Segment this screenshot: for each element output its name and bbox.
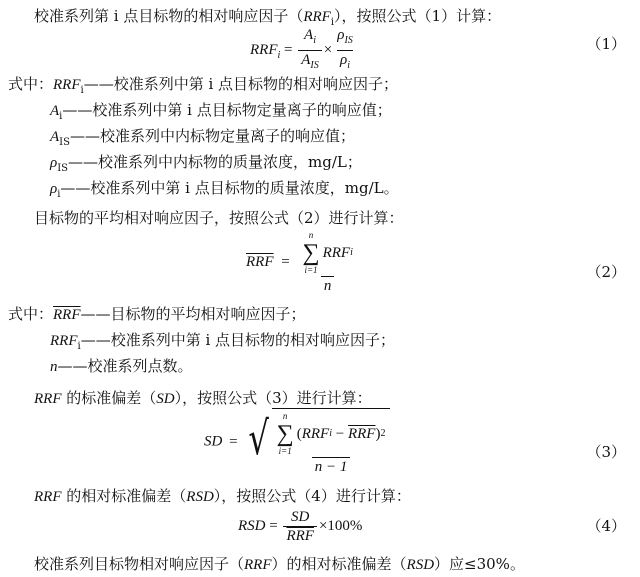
intro1-symbol-sub: i	[330, 17, 335, 28]
eq1-a-num-sub: i	[313, 35, 316, 46]
eq3-sum	[277, 411, 294, 457]
where1-sub-3: IS	[57, 163, 69, 174]
eq1-r-num-sub: IS	[344, 35, 353, 46]
eq2-sum-bottom: i=1	[304, 265, 318, 275]
where2-text-0: ——目标物的平均相对响应因子；	[80, 305, 306, 323]
final-symbol: RRF	[244, 557, 272, 573]
where2-sym-0: $\overline{RRF}$	[53, 307, 81, 323]
eq1-times: ×	[323, 41, 333, 58]
where1-text-2: ——校准系列中内标物定量离子的响应值；	[69, 127, 355, 145]
eq3-fraction	[274, 411, 389, 476]
eq2-equals: =	[281, 253, 290, 270]
intro-formula-2: 目标物的平均相对响应因子，按照公式（2）进行计算：	[34, 209, 404, 227]
final-mid: ）的相对标准偏差（	[271, 555, 407, 573]
equation-1-number: （1）	[586, 35, 626, 53]
where2-row-2	[50, 356, 193, 377]
eq1-r-num: ρ	[337, 27, 345, 43]
intro-formula-3	[34, 388, 372, 409]
where1-sub-4: i	[57, 189, 61, 200]
where2-sym-1: RRF	[50, 333, 78, 349]
eq1-lhs: RRF	[250, 41, 278, 58]
intro1-symbol: RRF	[303, 9, 331, 25]
eq1-a-den-sub: IS	[310, 60, 319, 71]
eq1-a-den: A	[301, 52, 311, 68]
equation-3	[204, 408, 390, 476]
eq1-equals: =	[284, 41, 293, 58]
eq3-power: 2	[380, 428, 386, 439]
where1-label: 式中：	[8, 75, 54, 93]
where2-sub-1: i	[77, 341, 81, 352]
eq2-den: n	[321, 276, 335, 295]
eq3-term1-sub: i	[329, 428, 333, 439]
eq4-equals: =	[269, 518, 278, 534]
equation-4	[238, 508, 362, 545]
eq4-times: ×100%	[318, 518, 363, 534]
where2-row-0	[8, 304, 306, 325]
where1-row-0	[8, 74, 398, 101]
final-post: ）应≤30%。	[434, 555, 525, 573]
intro4-symbol: RRF	[34, 489, 62, 505]
where1-row-4	[50, 178, 399, 205]
eq1-a-num: A	[304, 27, 314, 43]
where1-sym-0: RRF	[53, 77, 81, 93]
where1-row-2	[50, 126, 355, 153]
eq3-den: n − 1	[312, 457, 351, 476]
eq2-term: RRF	[322, 245, 351, 261]
eq3-sum-bottom: i=1	[278, 446, 292, 456]
eq4-lhs: RSD	[238, 518, 266, 534]
final-statement	[34, 554, 525, 575]
eq3-minus: −	[332, 426, 348, 442]
where1-text-4: ——校准系列中第 i 点目标物的质量浓度，mg/L。	[60, 179, 399, 197]
eq3-sum-top: n	[282, 411, 288, 421]
intro-formula-4	[34, 486, 411, 507]
equation-3-number: （3）	[586, 443, 626, 461]
eq4-den: RRF	[283, 526, 317, 545]
eq3-term1: RRF	[301, 426, 330, 442]
final-symbol-2: RSD	[406, 557, 435, 573]
where1-sym-2: A	[50, 129, 60, 145]
where1-row-3	[50, 152, 362, 179]
eq4-fraction	[283, 508, 317, 545]
eq4-num: SD	[291, 509, 310, 525]
intro4-post: ），按照公式（4）进行计算：	[213, 487, 411, 505]
where2-text-1: ——校准系列中第 i 点目标物的相对响应因子；	[80, 331, 396, 349]
eq2-fraction	[299, 230, 355, 295]
eq2-lhs: $\overline{RRF}$	[246, 253, 274, 270]
eq1-lhs-sub: i	[277, 49, 281, 61]
where1-text-1: ——校准系列中第 i 点目标物定量离子的响应值；	[62, 101, 392, 119]
sqrt-radical-icon: √	[248, 411, 270, 465]
where1-text-3: ——校准系列中内标物的质量浓度，mg/L；	[68, 153, 362, 171]
eq1-fraction-a	[298, 26, 322, 75]
equation-1	[250, 26, 358, 75]
where1-sub-1: i	[59, 111, 63, 122]
eq3-equals: =	[229, 433, 238, 450]
where1-sub-2: IS	[59, 137, 70, 148]
eq1-r-den: ρ	[340, 52, 348, 68]
where1-text-0: ——校准系列中第 i 点目标物的相对响应因子；	[83, 75, 399, 93]
eq3-sum-sign: ∑	[276, 421, 294, 447]
where2-row-1	[50, 330, 395, 357]
equation-2	[246, 230, 358, 295]
where2-text-2: ——校准系列点数。	[57, 357, 193, 375]
intro1-post: ），按照公式（1）计算：	[334, 7, 502, 25]
intro4-mid: 的相对标准偏差（	[61, 487, 187, 505]
equation-2-number: （2）	[586, 263, 626, 281]
eq2-sum-top: n	[308, 230, 314, 240]
eq2-term-sub: i	[350, 247, 353, 258]
eq3-lhs: SD	[204, 433, 223, 450]
intro1-pre: 校准系列第 i 点目标物的相对响应因子（	[34, 7, 304, 25]
intro3-post: ），按照公式（3）进行计算：	[174, 389, 372, 407]
eq1-r-den-sub: i	[347, 60, 350, 71]
where2-label: 式中：	[8, 305, 54, 323]
where2-sym-2: n	[50, 359, 58, 375]
eq2-sum	[302, 230, 319, 276]
eq1-fraction-rho	[334, 26, 356, 75]
where1-sym-3: ρ	[50, 155, 58, 171]
where1-row-1	[50, 100, 392, 127]
intro3-symbol: RRF	[34, 391, 62, 407]
where1-sym-1: A	[50, 103, 60, 119]
eq2-sum-sign: ∑	[302, 240, 320, 266]
eq3-sqrt	[244, 408, 390, 476]
final-pre: 校准系列目标物相对响应因子（	[34, 555, 245, 573]
intro3-mid: 的标准偏差（	[61, 389, 157, 407]
intro3-symbol-2: SD	[156, 391, 175, 407]
equation-4-number: （4）	[586, 517, 626, 535]
where1-sub-0: i	[80, 85, 84, 96]
eq3-open-paren: (	[296, 426, 302, 442]
intro4-symbol-2: RSD	[186, 489, 214, 505]
eq3-close-paren: )	[375, 426, 381, 442]
eq3-term2: $\overline{RRF}$	[347, 426, 376, 442]
where1-sym-4: ρ	[50, 181, 58, 197]
